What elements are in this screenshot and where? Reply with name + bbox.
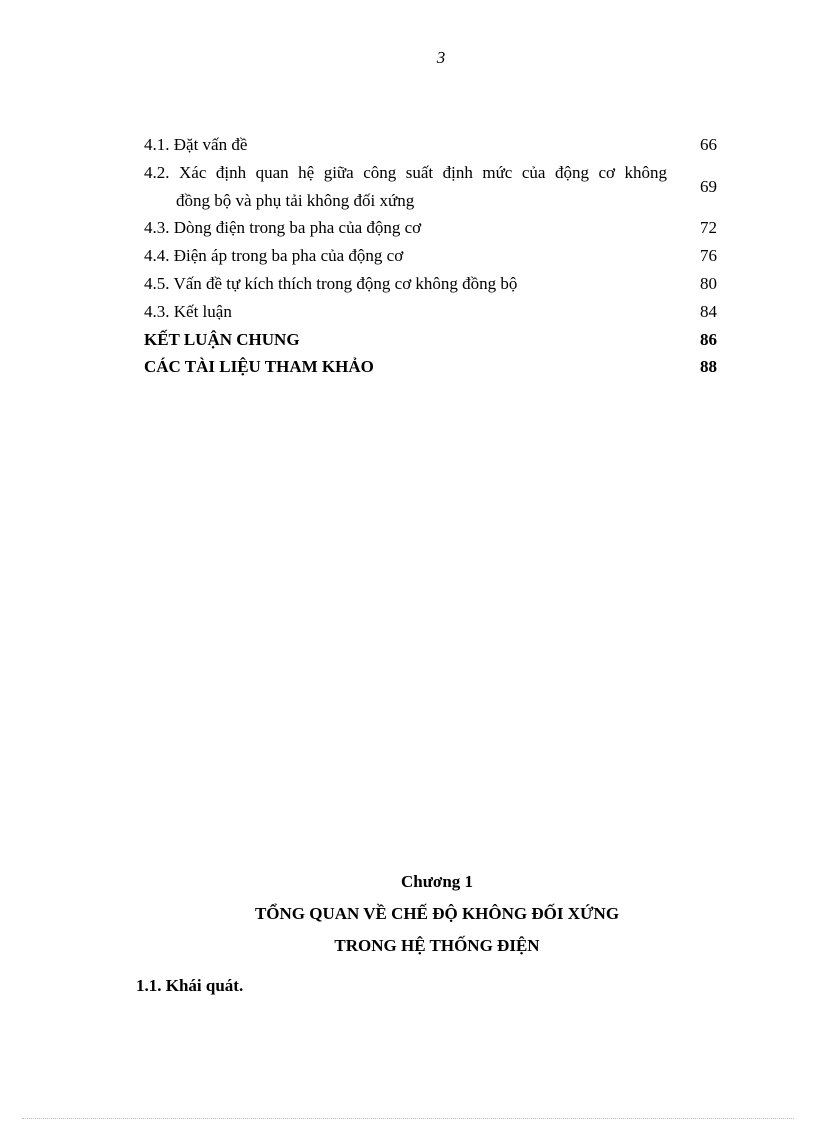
toc-entry-label-line1: 4.2. Xác định quan hệ giữa công suất định mức của động cơ không: [144, 162, 667, 182]
page-number: 3: [436, 48, 446, 67]
toc-entry-4-4: [144, 242, 717, 270]
table-of-contents: [144, 131, 717, 381]
toc-entry-label: 4.3. Dòng điện trong ba pha của động cơ: [144, 218, 422, 238]
chapter-label: Chương 1: [400, 872, 474, 891]
toc-entry-label: 4.5. Vấn đề tự kích thích trong động cơ không đồng bộ: [144, 273, 518, 293]
toc-entry-conclusion-4: [144, 298, 717, 326]
toc-entry-label: [144, 159, 687, 215]
toc-entry-page: 76: [700, 246, 717, 266]
toc-entry-page: 69: [700, 176, 717, 196]
toc-entry-4-3: [144, 214, 717, 242]
toc-entry-references: [144, 353, 717, 381]
toc-entry-4-1: [144, 131, 717, 159]
toc-entry-page: 86: [700, 329, 717, 349]
toc-entry-label: 4.1. Đặt vấn đề: [144, 135, 248, 154]
toc-entry-4-2: [144, 159, 717, 215]
section-heading: 1.1. Khái quát.: [136, 976, 244, 995]
toc-entry-4-5: [144, 270, 717, 298]
toc-entry-label: 4.3. Kết luận: [144, 301, 232, 321]
page-bottom-divider: [22, 1118, 794, 1119]
toc-entry-page: 72: [700, 218, 717, 238]
toc-entry-page: 80: [700, 273, 717, 293]
toc-entry-label: CÁC TÀI LIỆU THAM KHẢO: [144, 357, 374, 377]
toc-entry-label-line2: đồng bộ và phụ tải không đối xứng: [176, 190, 415, 210]
toc-entry-label: 4.4. Điện áp trong ba pha của động cơ: [144, 246, 404, 266]
toc-entry-label: KẾT LUẬN CHUNG: [144, 329, 300, 349]
chapter-title-line1: TỔNG QUAN VỀ CHẾ ĐỘ KHÔNG ĐỐI XỨNG: [254, 904, 620, 923]
toc-entry-page: 66: [700, 135, 717, 154]
chapter-title-line2: TRONG HỆ THỐNG ĐIỆN: [334, 936, 540, 955]
toc-entry-page: 88: [700, 357, 717, 377]
toc-entry-general-conclusion: [144, 326, 717, 354]
toc-entry-page: 84: [700, 301, 717, 321]
